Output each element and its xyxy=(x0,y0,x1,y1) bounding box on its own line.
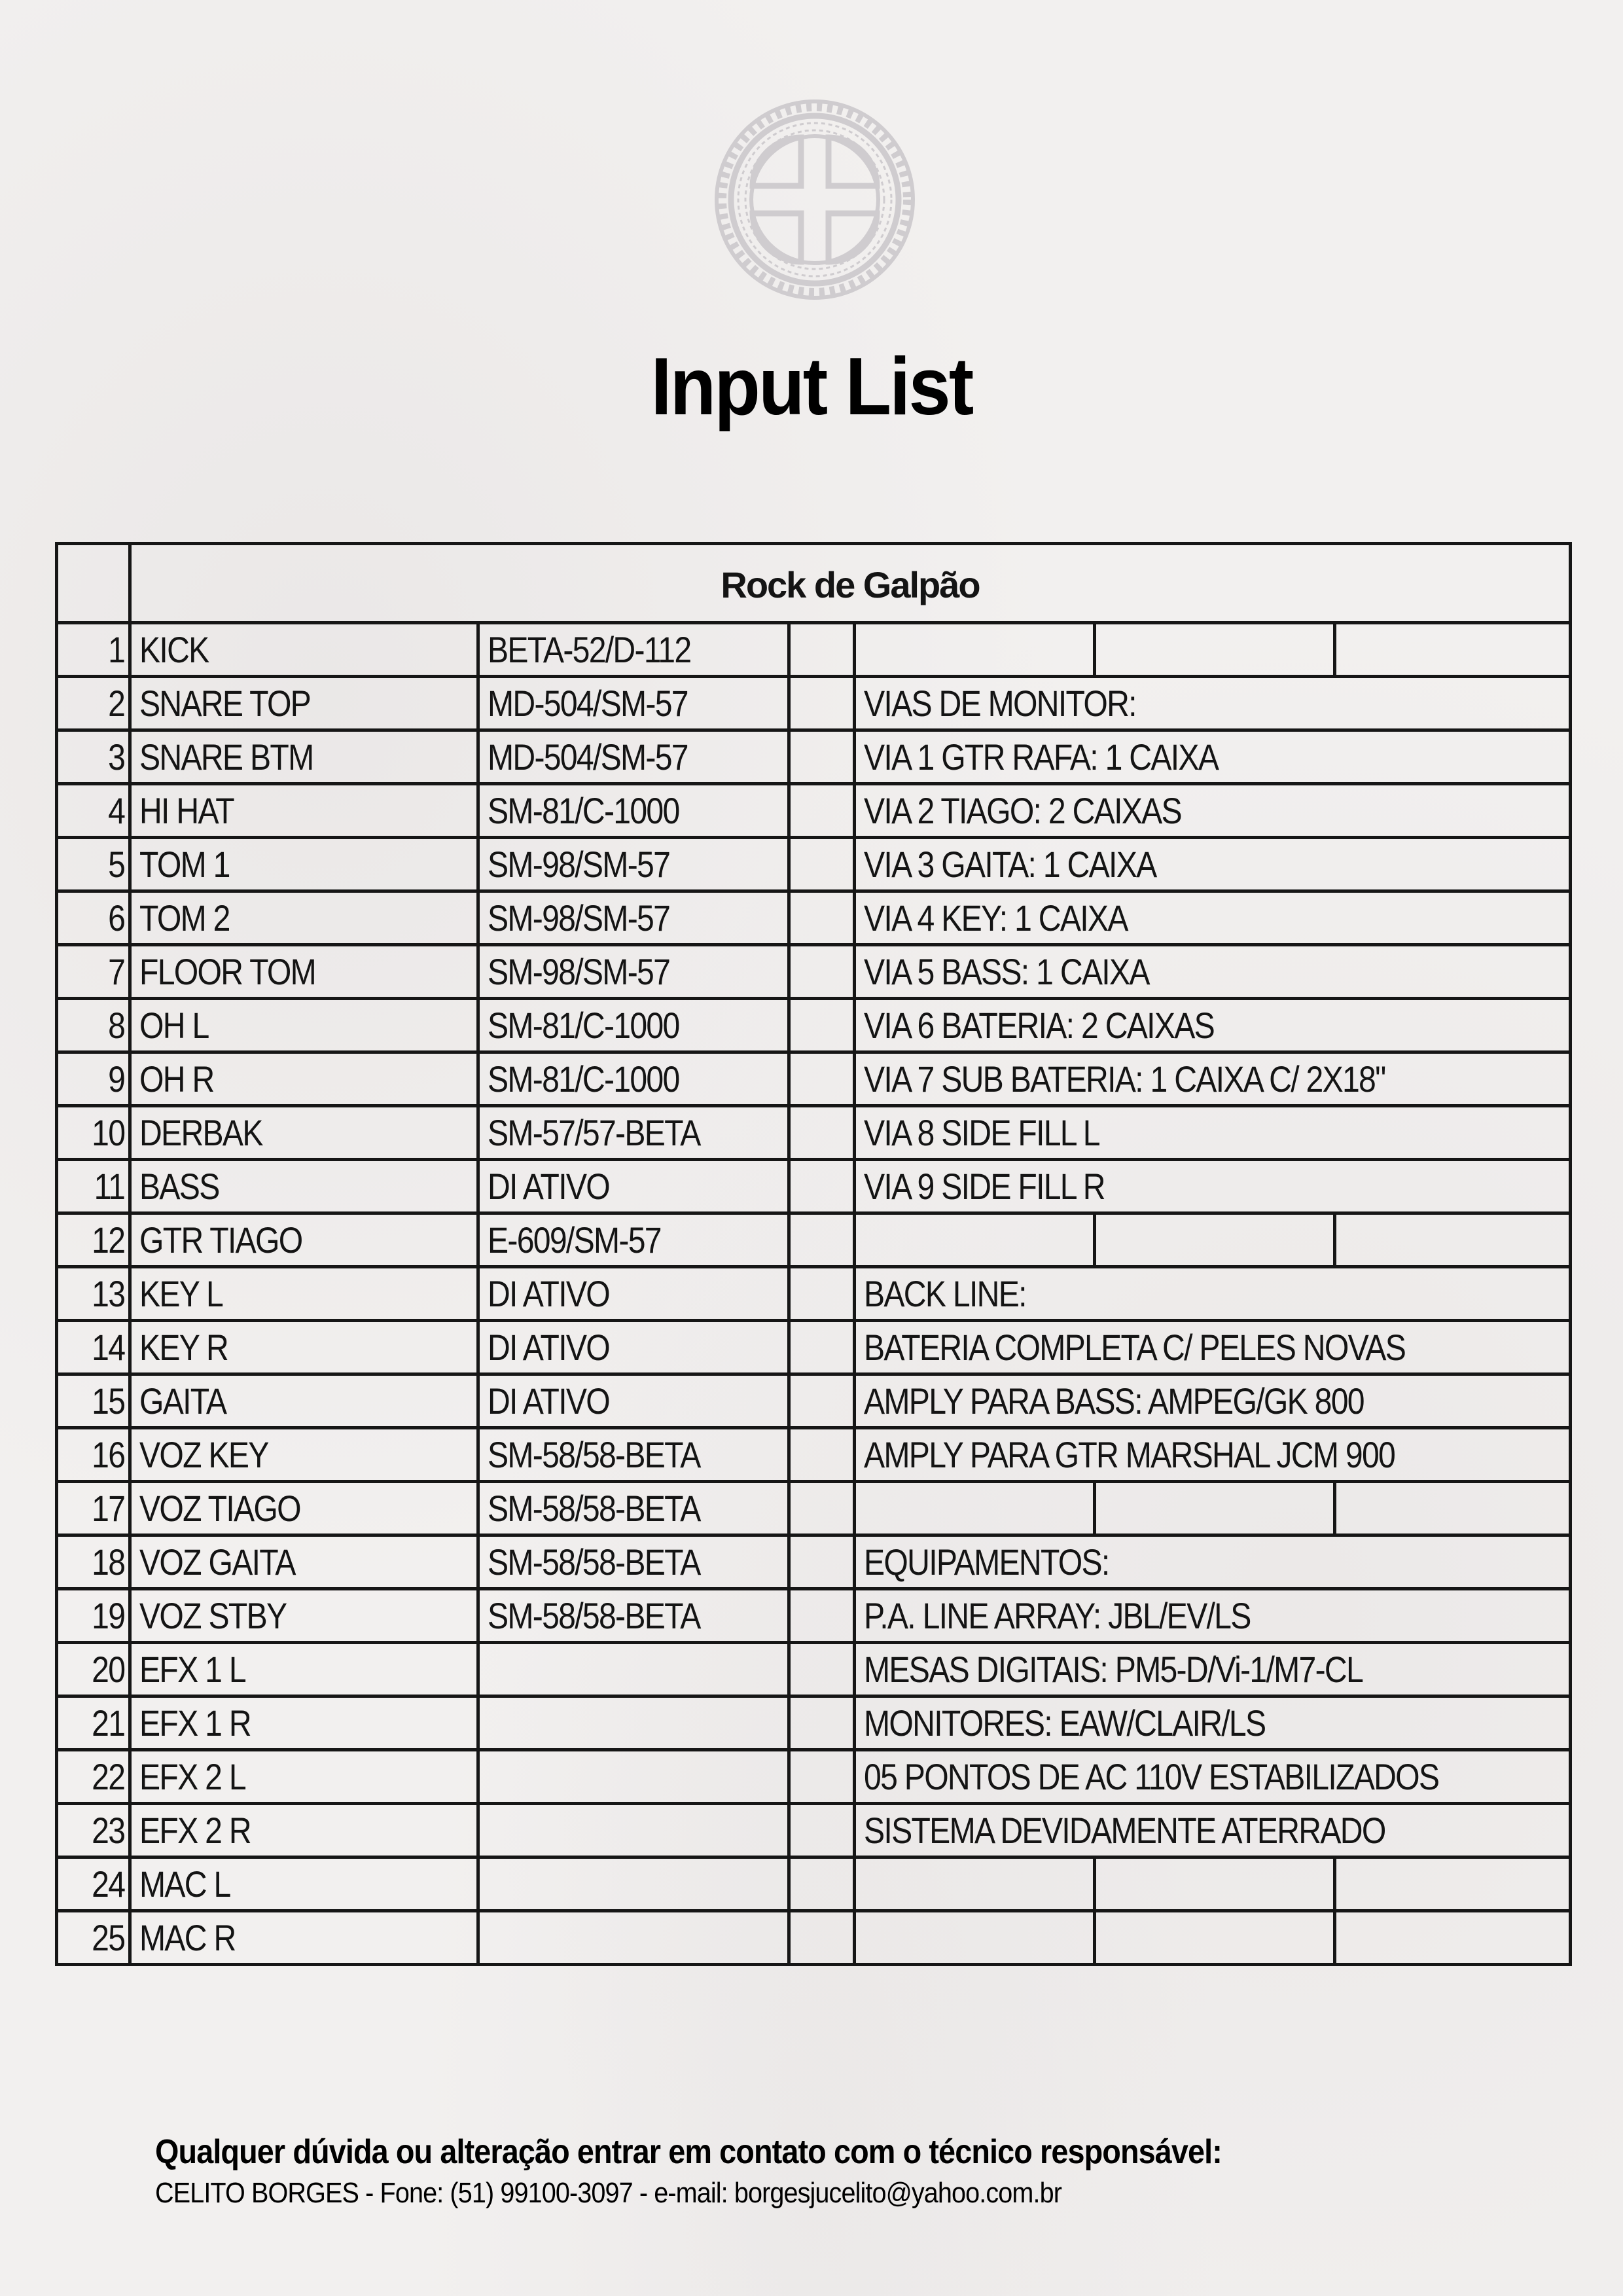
channel-number-text: 4 xyxy=(107,789,124,831)
channel-name xyxy=(130,1857,478,1911)
channel-number xyxy=(57,1160,130,1213)
blank-cell xyxy=(855,1482,1095,1535)
table-row xyxy=(57,1321,1571,1374)
channel-name-text: KEY R xyxy=(139,1326,228,1368)
microphone-text: SM-58/58-BETA xyxy=(488,1433,700,1475)
table-row xyxy=(57,838,1571,891)
note-cell-text: VIAS DE MONITOR: xyxy=(864,682,1136,724)
channel-number xyxy=(57,838,130,891)
blank-cell xyxy=(789,838,855,891)
table-row xyxy=(57,1374,1571,1428)
channel-name xyxy=(130,999,478,1052)
table-row xyxy=(57,1589,1571,1643)
note-cell xyxy=(855,999,1571,1052)
channel-number xyxy=(57,945,130,999)
note-cell-text: VIA 5 BASS: 1 CAIXA xyxy=(864,950,1149,992)
channel-name xyxy=(130,1911,478,1965)
microphone xyxy=(478,1052,789,1106)
channel-number-text: 11 xyxy=(94,1165,124,1207)
blank-cell xyxy=(789,999,855,1052)
show-name: Rock de Galpão xyxy=(130,544,1571,623)
blank-cell xyxy=(855,1911,1095,1965)
channel-number xyxy=(57,1213,130,1267)
channel-number-text: 9 xyxy=(107,1058,124,1100)
note-cell-text: VIA 9 SIDE FILL R xyxy=(864,1165,1105,1207)
note-cell xyxy=(855,1321,1571,1374)
blank-cell xyxy=(855,1213,1095,1267)
channel-number xyxy=(57,677,130,730)
note-cell xyxy=(855,1643,1571,1696)
note-cell-text: MONITORES: EAW/CLAIR/LS xyxy=(864,1702,1266,1744)
channel-number-text: 21 xyxy=(91,1702,124,1744)
table-row xyxy=(57,891,1571,945)
channel-name xyxy=(130,1643,478,1696)
table-row xyxy=(57,1911,1571,1965)
blank-cell xyxy=(789,1535,855,1589)
channel-number-text: 19 xyxy=(91,1594,124,1636)
channel-name xyxy=(130,838,478,891)
microphone-text: SM-58/58-BETA xyxy=(488,1487,700,1529)
microphone xyxy=(478,1267,789,1321)
table-row xyxy=(57,1643,1571,1696)
blank-cell xyxy=(789,1213,855,1267)
channel-name-text: VOZ KEY xyxy=(139,1433,268,1475)
microphone-text: E-609/SM-57 xyxy=(488,1219,661,1261)
note-cell xyxy=(855,1428,1571,1482)
blank-cell xyxy=(789,1374,855,1428)
channel-number-text: 13 xyxy=(91,1272,124,1314)
channel-name-text: SNARE TOP xyxy=(139,682,311,724)
blank-cell xyxy=(1335,623,1571,677)
table-row xyxy=(57,945,1571,999)
microphone xyxy=(478,1535,789,1589)
channel-name xyxy=(130,1213,478,1267)
note-cell-text: VIA 4 KEY: 1 CAIXA xyxy=(864,897,1128,939)
channel-name-text: OH R xyxy=(139,1058,214,1100)
table-row xyxy=(57,677,1571,730)
channel-number xyxy=(57,1804,130,1857)
channel-number-text: 14 xyxy=(91,1326,124,1368)
channel-name xyxy=(130,1052,478,1106)
note-cell-text: VIA 1 GTR RAFA: 1 CAIXA xyxy=(864,736,1219,778)
channel-name-text: GAITA xyxy=(139,1380,226,1422)
channel-number-text: 5 xyxy=(107,843,124,885)
channel-name-text: OH L xyxy=(139,1004,209,1046)
blank-cell xyxy=(789,1804,855,1857)
blank-cell xyxy=(789,1911,855,1965)
note-cell-text: MESAS DIGITAIS: PM5-D/Vi-1/M7-CL xyxy=(864,1648,1363,1690)
microphone xyxy=(478,1321,789,1374)
microphone-text: MD-504/SM-57 xyxy=(488,736,688,778)
microphone xyxy=(478,1643,789,1696)
microphone xyxy=(478,1106,789,1160)
blank-cell xyxy=(855,623,1095,677)
note-cell xyxy=(855,784,1571,838)
microphone-text: DI ATIVO xyxy=(488,1326,610,1368)
microphone xyxy=(478,1160,789,1213)
microphone xyxy=(478,1589,789,1643)
channel-name xyxy=(130,1106,478,1160)
microphone xyxy=(478,1804,789,1857)
channel-name-text: EFX 1 R xyxy=(139,1702,251,1744)
channel-number xyxy=(57,730,130,784)
channel-name xyxy=(130,1374,478,1428)
channel-name-text: KICK xyxy=(139,628,209,670)
blank-cell xyxy=(855,1857,1095,1911)
microphone-text: SM-81/C-1000 xyxy=(488,1058,679,1100)
blank-cell xyxy=(1095,623,1335,677)
channel-name xyxy=(130,730,478,784)
header-corner-cell xyxy=(57,544,130,623)
channel-number xyxy=(57,999,130,1052)
table-row xyxy=(57,1428,1571,1482)
blank-cell xyxy=(1095,1911,1335,1965)
microphone xyxy=(478,730,789,784)
channel-number-text: 23 xyxy=(91,1809,124,1851)
channel-number xyxy=(57,1589,130,1643)
note-cell-text: VIA 7 SUB BATERIA: 1 CAIXA C/ 2X18" xyxy=(864,1058,1385,1100)
note-cell xyxy=(855,891,1571,945)
channel-number xyxy=(57,1428,130,1482)
channel-name xyxy=(130,1696,478,1750)
channel-number-text: 18 xyxy=(91,1541,124,1583)
note-cell xyxy=(855,1535,1571,1589)
channel-name-text: BASS xyxy=(139,1165,219,1207)
note-cell xyxy=(855,677,1571,730)
channel-number-text: 15 xyxy=(91,1380,124,1422)
channel-name-text: DERBAK xyxy=(139,1111,262,1153)
note-cell-text: BATERIA COMPLETA C/ PELES NOVAS xyxy=(864,1326,1406,1368)
blank-cell xyxy=(789,1428,855,1482)
microphone-text: BETA-52/D-112 xyxy=(488,628,691,670)
channel-number-text: 6 xyxy=(107,897,124,939)
note-cell-text: AMPLY PARA BASS: AMPEG/GK 800 xyxy=(864,1380,1364,1422)
microphone-text: DI ATIVO xyxy=(488,1380,610,1422)
microphone-text: MD-504/SM-57 xyxy=(488,682,688,724)
microphone xyxy=(478,1857,789,1911)
channel-name xyxy=(130,945,478,999)
channel-name xyxy=(130,1160,478,1213)
blank-cell xyxy=(1095,1857,1335,1911)
channel-number-text: 12 xyxy=(91,1219,124,1261)
microphone xyxy=(478,1374,789,1428)
channel-number-text: 24 xyxy=(91,1863,124,1905)
microphone xyxy=(478,945,789,999)
note-cell xyxy=(855,1052,1571,1106)
channel-name xyxy=(130,891,478,945)
channel-name xyxy=(130,1804,478,1857)
table-row xyxy=(57,1267,1571,1321)
channel-name xyxy=(130,1535,478,1589)
channel-number xyxy=(57,1535,130,1589)
channel-number-text: 22 xyxy=(91,1755,124,1797)
channel-number xyxy=(57,1696,130,1750)
channel-name xyxy=(130,1482,478,1535)
channel-number xyxy=(57,1374,130,1428)
channel-number-text: 1 xyxy=(107,628,124,670)
channel-number xyxy=(57,1267,130,1321)
channel-name-text: EFX 1 L xyxy=(139,1648,245,1690)
channel-name-text: MAC R xyxy=(139,1916,236,1958)
channel-name-text: FLOOR TOM xyxy=(139,950,316,992)
input-list-table xyxy=(55,542,1572,1966)
blank-cell xyxy=(789,623,855,677)
note-cell xyxy=(855,1696,1571,1750)
table-row xyxy=(57,730,1571,784)
contact-details: CELITO BORGES - Fone: (51) 99100-3097 - e-mail: borgesjucelito@yahoo.com.br xyxy=(155,2177,1062,2209)
microphone xyxy=(478,1482,789,1535)
microphone xyxy=(478,1750,789,1804)
microphone-text: SM-98/SM-57 xyxy=(488,950,670,992)
channel-name-text: HI HAT xyxy=(139,789,234,831)
channel-number xyxy=(57,623,130,677)
channel-name-text: TOM 2 xyxy=(139,897,230,939)
table-row xyxy=(57,623,1571,677)
channel-number-text: 20 xyxy=(91,1648,124,1690)
microphone xyxy=(478,838,789,891)
blank-cell xyxy=(789,1052,855,1106)
channel-name-text: EFX 2 L xyxy=(139,1755,245,1797)
page-title: Input List xyxy=(651,342,972,432)
microphone-text: DI ATIVO xyxy=(488,1272,610,1314)
channel-number-text: 3 xyxy=(107,736,124,778)
table-row xyxy=(57,1535,1571,1589)
blank-cell xyxy=(789,891,855,945)
blank-cell xyxy=(789,1643,855,1696)
note-cell-text: BACK LINE: xyxy=(864,1272,1026,1314)
blank-cell xyxy=(789,1321,855,1374)
blank-cell xyxy=(789,677,855,730)
microphone xyxy=(478,1911,789,1965)
channel-number-text: 25 xyxy=(91,1916,124,1958)
microphone xyxy=(478,891,789,945)
channel-number-text: 17 xyxy=(91,1487,124,1529)
microphone-text: SM-58/58-BETA xyxy=(488,1541,700,1583)
table-row xyxy=(57,999,1571,1052)
microphone xyxy=(478,1696,789,1750)
blank-cell xyxy=(789,1589,855,1643)
note-cell xyxy=(855,730,1571,784)
note-cell xyxy=(855,945,1571,999)
circular-tribal-emblem-icon xyxy=(712,97,918,302)
microphone-text: SM-98/SM-57 xyxy=(488,843,670,885)
channel-name xyxy=(130,1428,478,1482)
microphone xyxy=(478,784,789,838)
channel-name-text: KEY L xyxy=(139,1272,223,1314)
note-cell xyxy=(855,1267,1571,1321)
note-cell xyxy=(855,838,1571,891)
channel-number xyxy=(57,1482,130,1535)
table-row xyxy=(57,1160,1571,1213)
channel-name-text: EFX 2 R xyxy=(139,1809,251,1851)
microphone xyxy=(478,1428,789,1482)
microphone xyxy=(478,677,789,730)
channel-name-text: TOM 1 xyxy=(139,843,230,885)
blank-cell xyxy=(1335,1213,1571,1267)
channel-name-text: VOZ TIAGO xyxy=(139,1487,300,1529)
blank-cell xyxy=(1335,1857,1571,1911)
microphone xyxy=(478,1213,789,1267)
blank-cell xyxy=(789,945,855,999)
blank-cell xyxy=(1095,1482,1335,1535)
microphone-text: SM-81/C-1000 xyxy=(488,789,679,831)
channel-number xyxy=(57,1857,130,1911)
blank-cell xyxy=(789,1482,855,1535)
table-row xyxy=(57,1857,1571,1911)
channel-name-text: VOZ GAITA xyxy=(139,1541,295,1583)
blank-cell xyxy=(789,1857,855,1911)
microphone-text: DI ATIVO xyxy=(488,1165,610,1207)
channel-name-text: VOZ STBY xyxy=(139,1594,287,1636)
channel-name xyxy=(130,1321,478,1374)
table-row xyxy=(57,1482,1571,1535)
channel-number xyxy=(57,1321,130,1374)
channel-name-text: MAC L xyxy=(139,1863,230,1905)
blank-cell xyxy=(789,730,855,784)
table-row xyxy=(57,1696,1571,1750)
blank-cell xyxy=(789,1696,855,1750)
microphone-text: SM-58/58-BETA xyxy=(488,1594,700,1636)
table-row xyxy=(57,784,1571,838)
note-cell-text: SISTEMA DEVIDAMENTE ATERRADO xyxy=(864,1809,1385,1851)
contact-notice: Qualquer dúvida ou alteração entrar em contato com o técnico responsável: xyxy=(155,2133,1222,2171)
note-cell xyxy=(855,1750,1571,1804)
channel-number xyxy=(57,891,130,945)
note-cell-text: P.A. LINE ARRAY: JBL/EV/LS xyxy=(864,1594,1251,1636)
channel-number-text: 7 xyxy=(107,950,124,992)
blank-cell xyxy=(789,784,855,838)
note-cell xyxy=(855,1106,1571,1160)
channel-number-text: 10 xyxy=(91,1111,124,1153)
note-cell xyxy=(855,1374,1571,1428)
microphone-text: SM-81/C-1000 xyxy=(488,1004,679,1046)
note-cell-text: VIA 3 GAITA: 1 CAIXA xyxy=(864,843,1156,885)
table-row xyxy=(57,1213,1571,1267)
table-header-row xyxy=(57,544,1571,623)
channel-name xyxy=(130,677,478,730)
table-row xyxy=(57,1052,1571,1106)
channel-number xyxy=(57,1911,130,1965)
note-cell xyxy=(855,1589,1571,1643)
table-row xyxy=(57,1106,1571,1160)
microphone xyxy=(478,999,789,1052)
channel-number xyxy=(57,1106,130,1160)
channel-name-text: GTR TIAGO xyxy=(139,1219,302,1261)
note-cell-text: VIA 8 SIDE FILL L xyxy=(864,1111,1099,1153)
channel-name xyxy=(130,1750,478,1804)
note-cell-text: EQUIPAMENTOS: xyxy=(864,1541,1109,1583)
blank-cell xyxy=(789,1750,855,1804)
blank-cell xyxy=(1335,1482,1571,1535)
blank-cell xyxy=(1095,1213,1335,1267)
table-row xyxy=(57,1804,1571,1857)
channel-number xyxy=(57,784,130,838)
channel-number xyxy=(57,1643,130,1696)
channel-name xyxy=(130,784,478,838)
channel-name-text: SNARE BTM xyxy=(139,736,313,778)
channel-name xyxy=(130,1589,478,1643)
blank-cell xyxy=(789,1106,855,1160)
channel-number-text: 8 xyxy=(107,1004,124,1046)
note-cell-text: VIA 6 BATERIA: 2 CAIXAS xyxy=(864,1004,1215,1046)
channel-number-text: 2 xyxy=(107,682,124,724)
note-cell-text: AMPLY PARA GTR MARSHAL JCM 900 xyxy=(864,1433,1395,1475)
microphone-text: SM-98/SM-57 xyxy=(488,897,670,939)
table-row xyxy=(57,1750,1571,1804)
note-cell-text: 05 PONTOS DE AC 110V ESTABILIZADOS xyxy=(864,1755,1439,1797)
microphone-text: SM-57/57-BETA xyxy=(488,1111,700,1153)
note-cell xyxy=(855,1160,1571,1213)
channel-name xyxy=(130,1267,478,1321)
microphone xyxy=(478,623,789,677)
note-cell-text: VIA 2 TIAGO: 2 CAIXAS xyxy=(864,789,1181,831)
blank-cell xyxy=(1335,1911,1571,1965)
channel-number xyxy=(57,1750,130,1804)
blank-cell xyxy=(789,1267,855,1321)
channel-number xyxy=(57,1052,130,1106)
channel-name xyxy=(130,623,478,677)
blank-cell xyxy=(789,1160,855,1213)
channel-number-text: 16 xyxy=(91,1433,124,1475)
note-cell xyxy=(855,1804,1571,1857)
